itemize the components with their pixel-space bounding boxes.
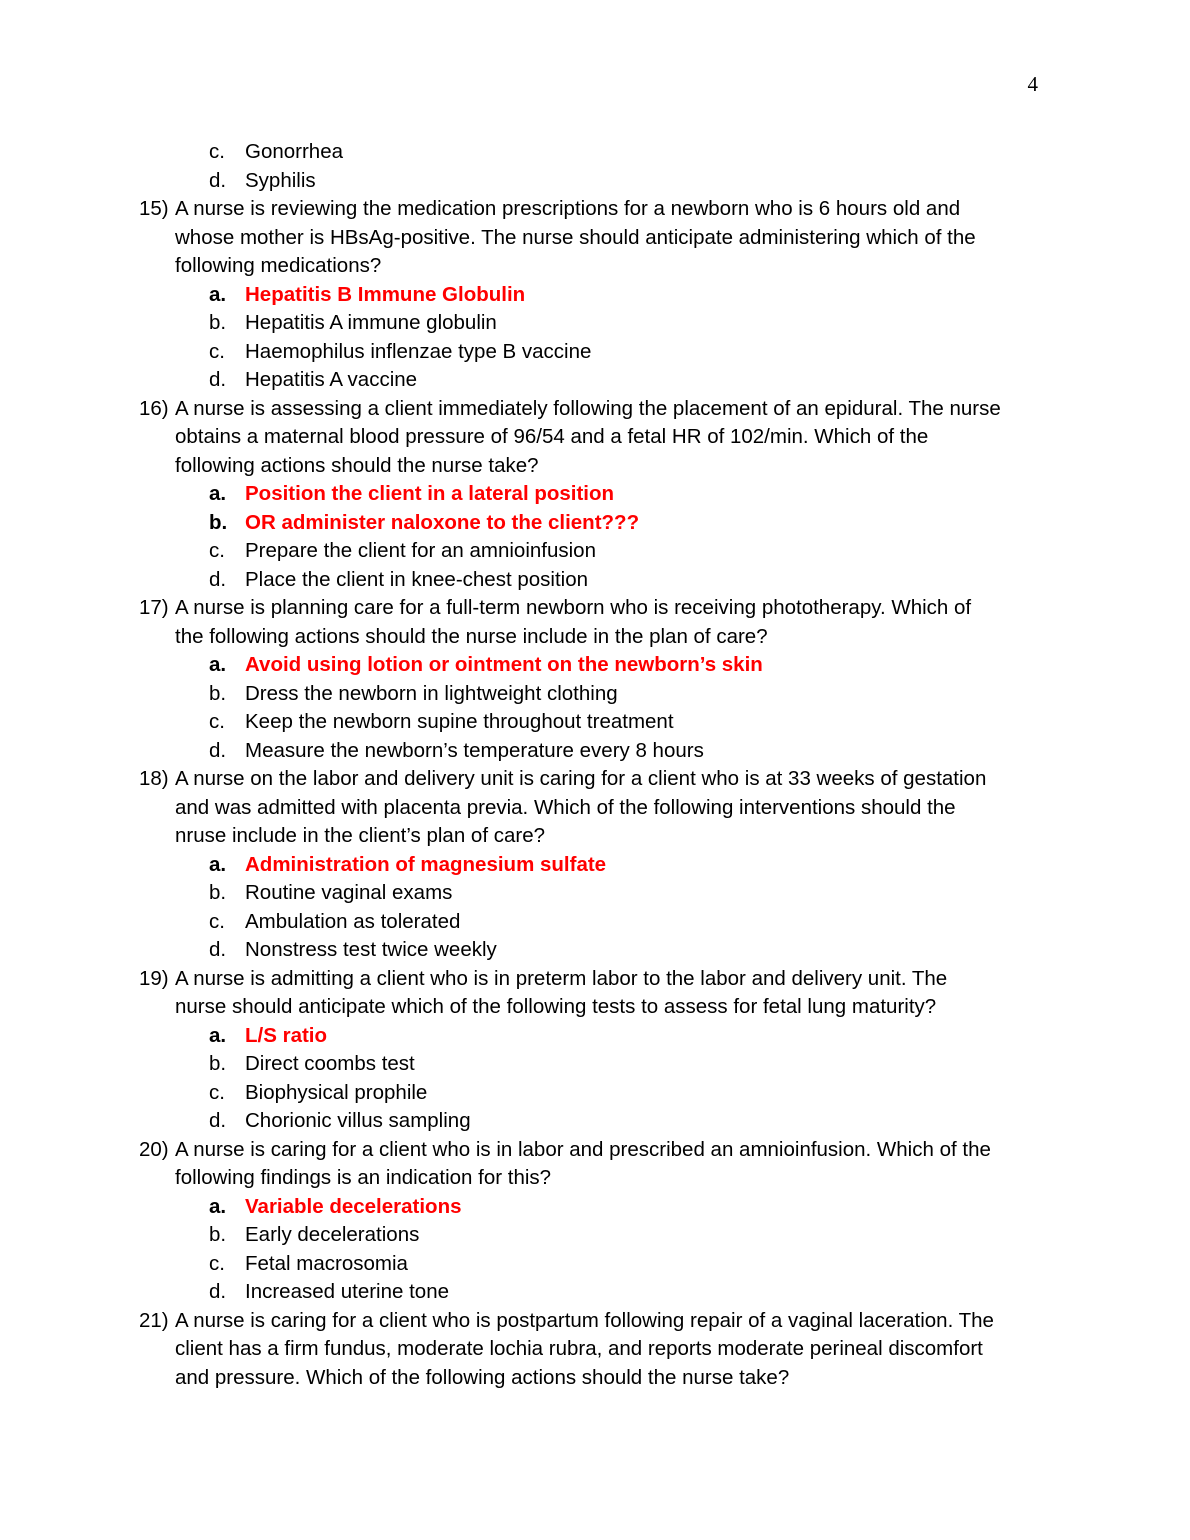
question-text: following actions should the nurse take?: [175, 453, 539, 477]
option-letter: a.: [209, 1023, 227, 1047]
option-letter: b.: [209, 510, 228, 534]
option-text: Administration of magnesium sulfate: [245, 852, 607, 876]
question-line: [0, 395, 1190, 424]
question-text: A nurse is planning care for a full-term newborn who is receiving phototherapy. Which of: [175, 596, 972, 619]
option-letter: c.: [209, 1251, 225, 1275]
answer-option: [0, 1079, 1190, 1108]
option-text: Nonstress test twice weekly: [245, 938, 497, 961]
question-text: A nurse is admitting a client who is in preterm labor to the labor and delivery unit. The: [175, 966, 948, 990]
option-letter: a.: [209, 482, 227, 505]
answer-option: [0, 566, 1190, 595]
answer-option: [0, 1050, 1190, 1079]
option-letter: a.: [209, 852, 227, 876]
question-number: 20): [139, 1137, 169, 1161]
option-text: L/S ratio: [245, 1023, 328, 1047]
question-text: client has a firm fundus, moderate lochia rubra, and reports moderate perineal discomfort: [175, 1337, 983, 1360]
answer-option-correct: [0, 1193, 1190, 1222]
question-number: 19): [139, 966, 169, 990]
question-number: 17): [139, 596, 169, 619]
option-letter: d.: [209, 1109, 227, 1132]
option-text: Increased uterine tone: [245, 1280, 449, 1303]
question-line: [0, 423, 1190, 452]
option-letter: c.: [209, 140, 225, 163]
option-text: Direct coombs test: [245, 1052, 415, 1075]
answer-option: [0, 1221, 1190, 1250]
question-text: following medications?: [175, 254, 382, 277]
question-text: nruse include in the client’s plan of care?: [175, 824, 545, 847]
question-line: [0, 1335, 1190, 1364]
option-text: Place the client in knee-chest position: [245, 567, 589, 591]
option-letter: d.: [209, 738, 227, 762]
answer-option: [0, 737, 1190, 766]
option-letter: d.: [209, 938, 227, 961]
question-line: [0, 765, 1190, 794]
option-letter: c.: [209, 339, 225, 363]
page-number: 4: [1027, 72, 1038, 96]
question-text: obtains a maternal blood pressure of 96/54 and a fetal HR of 102/min. Which of the: [175, 425, 929, 448]
answer-option: [0, 1278, 1190, 1307]
question-line: [0, 252, 1190, 281]
question-number: 16): [139, 396, 169, 420]
question-text: A nurse is reviewing the medication prescriptions for a newborn who is 6 hours old and: [175, 197, 961, 220]
answer-option: [0, 908, 1190, 937]
question-line: [0, 1364, 1190, 1393]
question-line: [0, 822, 1190, 851]
answer-option: [0, 1250, 1190, 1279]
answer-option-correct: [0, 281, 1190, 310]
question-text: A nurse on the labor and delivery unit is caring for a client who is at 33 weeks of gestation: [175, 767, 987, 790]
option-text: Hepatitis B Immune Globulin: [245, 282, 526, 306]
answer-option-correct: [0, 651, 1190, 680]
option-text: Variable decelerations: [245, 1194, 462, 1218]
option-letter: d.: [209, 368, 227, 391]
option-text: Avoid using lotion or ointment on the newborn’s skin: [245, 653, 763, 676]
option-letter: c.: [209, 710, 225, 733]
question-text: following findings is an indication for this?: [175, 1166, 552, 1189]
option-text: Routine vaginal exams: [245, 881, 453, 904]
answer-option: [0, 138, 1190, 167]
option-letter: d.: [209, 1280, 227, 1303]
option-text: Gonorrhea: [245, 140, 344, 163]
question-text: A nurse is caring for a client who is postpartum following repair of a vaginal laceration. The: [175, 1308, 994, 1332]
question-line: [0, 594, 1190, 623]
question-line: [0, 224, 1190, 253]
question-text: and pressure. Which of the following actions should the nurse take?: [175, 1365, 790, 1389]
question-text: and was admitted with placenta previa. Which of the following interventions should the: [175, 795, 956, 819]
question-line: [0, 1136, 1190, 1165]
option-text: Dress the newborn in lightweight clothing: [245, 681, 618, 705]
option-text: OR administer naloxone to the client???: [245, 510, 640, 534]
question-list: [0, 138, 1190, 1392]
option-letter: c.: [209, 909, 225, 933]
question-line: [0, 623, 1190, 652]
option-text: Ambulation as tolerated: [245, 909, 461, 933]
option-text: Position the client in a lateral position: [245, 482, 615, 505]
option-letter: a.: [209, 1194, 227, 1218]
option-letter: b.: [209, 1052, 227, 1075]
question-line: [0, 452, 1190, 481]
option-letter: c.: [209, 1080, 225, 1104]
option-text: Hepatitis A immune globulin: [245, 311, 497, 334]
option-text: Prepare the client for an amnioinfusion: [245, 539, 596, 562]
option-letter: a.: [209, 653, 227, 676]
option-text: Haemophilus inflenzae type B vaccine: [245, 339, 592, 363]
option-text: Biophysical prophile: [245, 1080, 428, 1104]
question-text: A nurse is caring for a client who is in labor and prescribed an amnioinfusion. Which of the: [175, 1137, 991, 1161]
option-letter: c.: [209, 539, 225, 562]
option-letter: a.: [209, 282, 227, 306]
question-line: [0, 195, 1190, 224]
option-letter: d.: [209, 567, 227, 591]
option-letter: b.: [209, 681, 227, 705]
answer-option: [0, 309, 1190, 338]
question-number: 18): [139, 767, 169, 790]
option-text: Chorionic villus sampling: [245, 1109, 471, 1132]
answer-option-correct: [0, 1022, 1190, 1051]
answer-option-correct: [0, 480, 1190, 509]
question-number: 15): [139, 197, 169, 220]
question-line: [0, 1307, 1190, 1336]
question-line: [0, 993, 1190, 1022]
option-letter: b.: [209, 311, 227, 334]
answer-option: [0, 680, 1190, 709]
answer-option: [0, 1107, 1190, 1136]
option-text: Hepatitis A vaccine: [245, 368, 418, 391]
option-letter: b.: [209, 1223, 227, 1246]
answer-option-correct: [0, 851, 1190, 880]
option-letter: b.: [209, 881, 227, 904]
question-line: [0, 1164, 1190, 1193]
option-text: Measure the newborn’s temperature every 8 hours: [245, 738, 704, 762]
option-text: Syphilis: [245, 168, 316, 192]
question-line: [0, 794, 1190, 823]
option-letter: d.: [209, 168, 227, 192]
option-text: Keep the newborn supine throughout treatment: [245, 710, 674, 733]
answer-option: [0, 879, 1190, 908]
answer-option: [0, 338, 1190, 367]
answer-option: [0, 537, 1190, 566]
answer-option: [0, 936, 1190, 965]
question-text: nurse should anticipate which of the following tests to assess for fetal lung maturity?: [175, 995, 937, 1018]
answer-option-correct: [0, 509, 1190, 538]
question-text: A nurse is assessing a client immediately following the placement of an epidural. The nurse: [175, 396, 1001, 420]
question-line: [0, 965, 1190, 994]
question-number: 21): [139, 1308, 169, 1332]
question-text: whose mother is HBsAg-positive. The nurse should anticipate administering which of the: [175, 225, 976, 249]
option-text: Early decelerations: [245, 1223, 420, 1246]
answer-option: [0, 366, 1190, 395]
option-text: Fetal macrosomia: [245, 1251, 408, 1275]
answer-option: [0, 708, 1190, 737]
question-text: the following actions should the nurse include in the plan of care?: [175, 624, 768, 648]
answer-option: [0, 167, 1190, 196]
